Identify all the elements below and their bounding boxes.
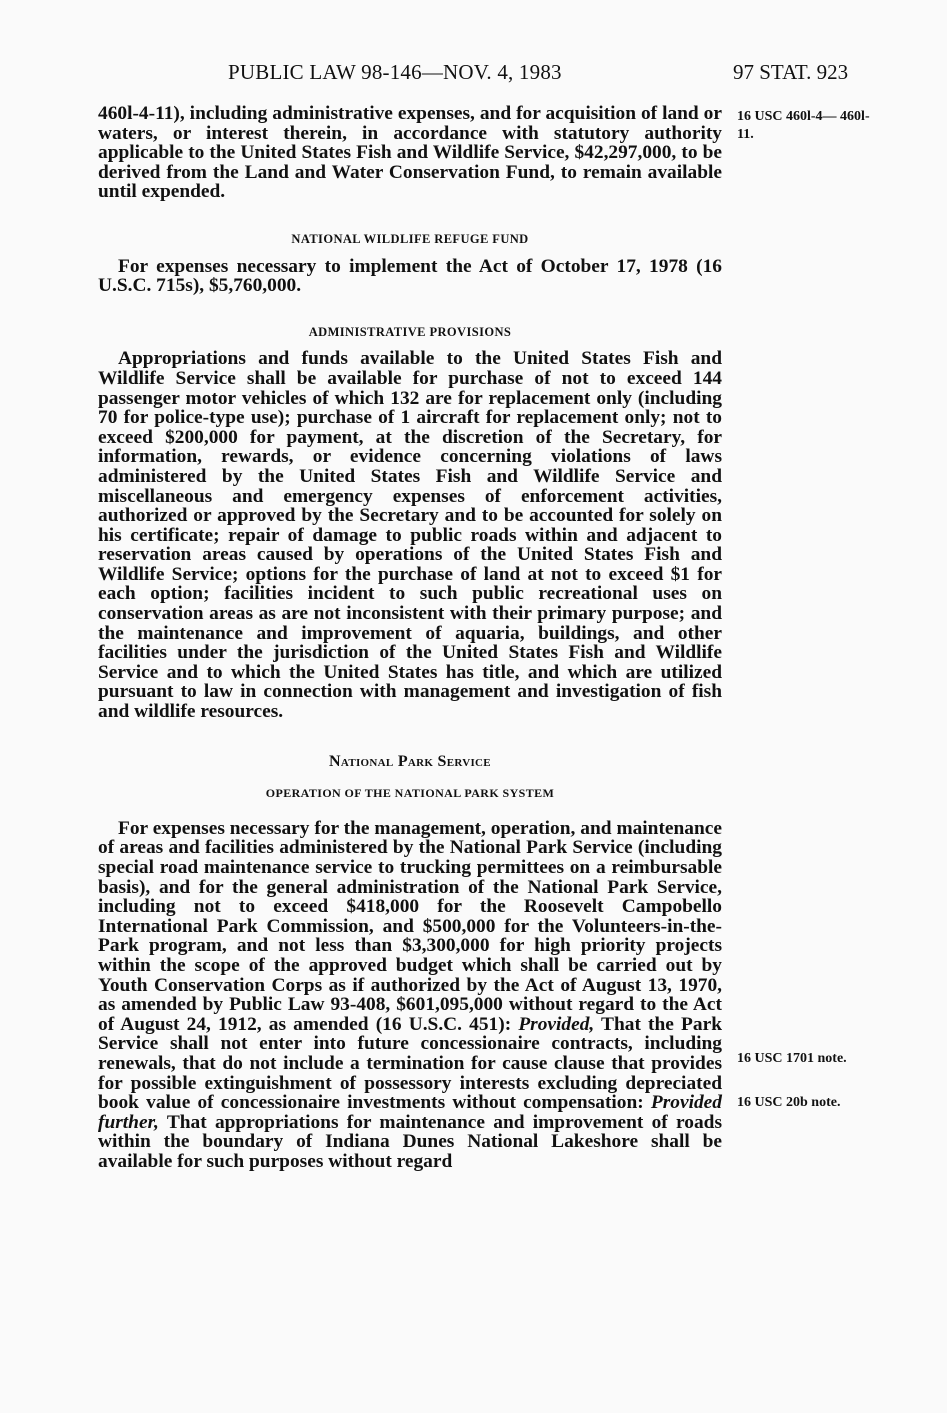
heading-administrative-provisions: ADMINISTRATIVE PROVISIONS	[308, 324, 512, 339]
margin-note-usc-1701: 16 USC 1701 note.	[737, 1051, 847, 1066]
paragraph-administrative-provisions: Appropriations and funds available to the United States Fish and Wildlife Service shall be available for purchase of not to exceed 144 passenger motor vehicles of which 132 are for replacement only (including 70 for police-type use); purchase of 1 aircraft for replacement only; not to exceed $200,000 for payment, at the discretion of the Secretary, for information, rewards, or evidence concerning violations of laws administered by the United States Fish and Wildlife Service and miscellaneous and emergency expenses of enforcement activities, authorized or approved by the Secretary and to be accounted for solely on his certificate; repair of damage to public roads within and adjacent to reservation areas caused by operations of the United States Fish and Wildlife Service; options for the purchase of land at not to exceed $1 for each option; facilities incident to such public recreational uses on conservation areas as are not inconsistent with their primary purpose; and the maintenance and improvement of aquaria, buildings, and other facilities under the jurisdiction of the United States Fish and Wildlife Service and to which the United States has title, and which are utilized pursuant to law in connection with management and investigation of fish and wildlife resources.	[98, 348, 722, 723]
margin-note-usc-460l: 16 USC 460l-4— 460l-11.	[737, 109, 870, 142]
paragraph-continuation: 460l-4-11), including administrative expenses, and for acquisition of land or waters, or interest therein, in accordance with statutory authority applicable to the United States Fish and Wildlife Service, $42,297,000, to be derived from the Land and Water Conservation Fund, to remain available until expended.	[98, 103, 722, 203]
heading-refuge-fund: NATIONAL WILDLIFE REFUGE FUND	[291, 231, 529, 246]
provided-further-italic: Provided further,	[98, 1092, 722, 1133]
running-head: PUBLIC LAW 98-146—NOV. 4, 1983	[228, 60, 562, 84]
ops-text-part-2: That the Park Service shall not enter into future concessionaire contracts, including renewals, that do not include a termination for cause clause that provides for possible extinguishment of possessory interests excluding depreciated book value of concessionaire investments without compensation:	[98, 1013, 722, 1114]
ops-text-part-3: That appropriations for maintenance and improvement of roads within the boundary of Indiana Dunes National Lakeshore shall be available for such purposes without regard	[98, 1111, 722, 1172]
body-text	[98, 104, 722, 1172]
provided-italic: Provided,	[518, 1013, 595, 1035]
heading-national-park-service: National Park Service	[329, 752, 491, 770]
paragraph-operation-park-system	[98, 819, 722, 1172]
ops-text-part-1: For expenses necessary for the management, operation, and maintenance of areas and facilities administered by the National Park Service (including special road maintenance service to trucking permittees on a reimbursable basis), and for the general administration of the National Park Service, including not to exceed $418,000 for the Roosevelt Campobello International Park Commission, and $500,000 for the Volunteers-in-the-Park program, and not less than $3,300,000 for high priority projects within the scope of the approved budget which shall be carried out by Youth Conservation Corps as if authorized by the Act of August 13, 1970, as amended by Public Law 93-408, $601,095,000 without regard to the Act of August 24, 1912, as amended (16 U.S.C. 451):	[98, 817, 722, 1035]
paragraph-refuge-fund: For expenses necessary to implement the Act of October 17, 1978 (16 U.S.C. 715s), $5,760,000.	[98, 255, 722, 297]
stat-citation: 97 STAT. 923	[733, 60, 849, 84]
margin-note-usc-20b: 16 USC 20b note.	[737, 1095, 841, 1110]
heading-operation-park-system: OPERATION OF THE NATIONAL PARK SYSTEM	[265, 786, 555, 801]
